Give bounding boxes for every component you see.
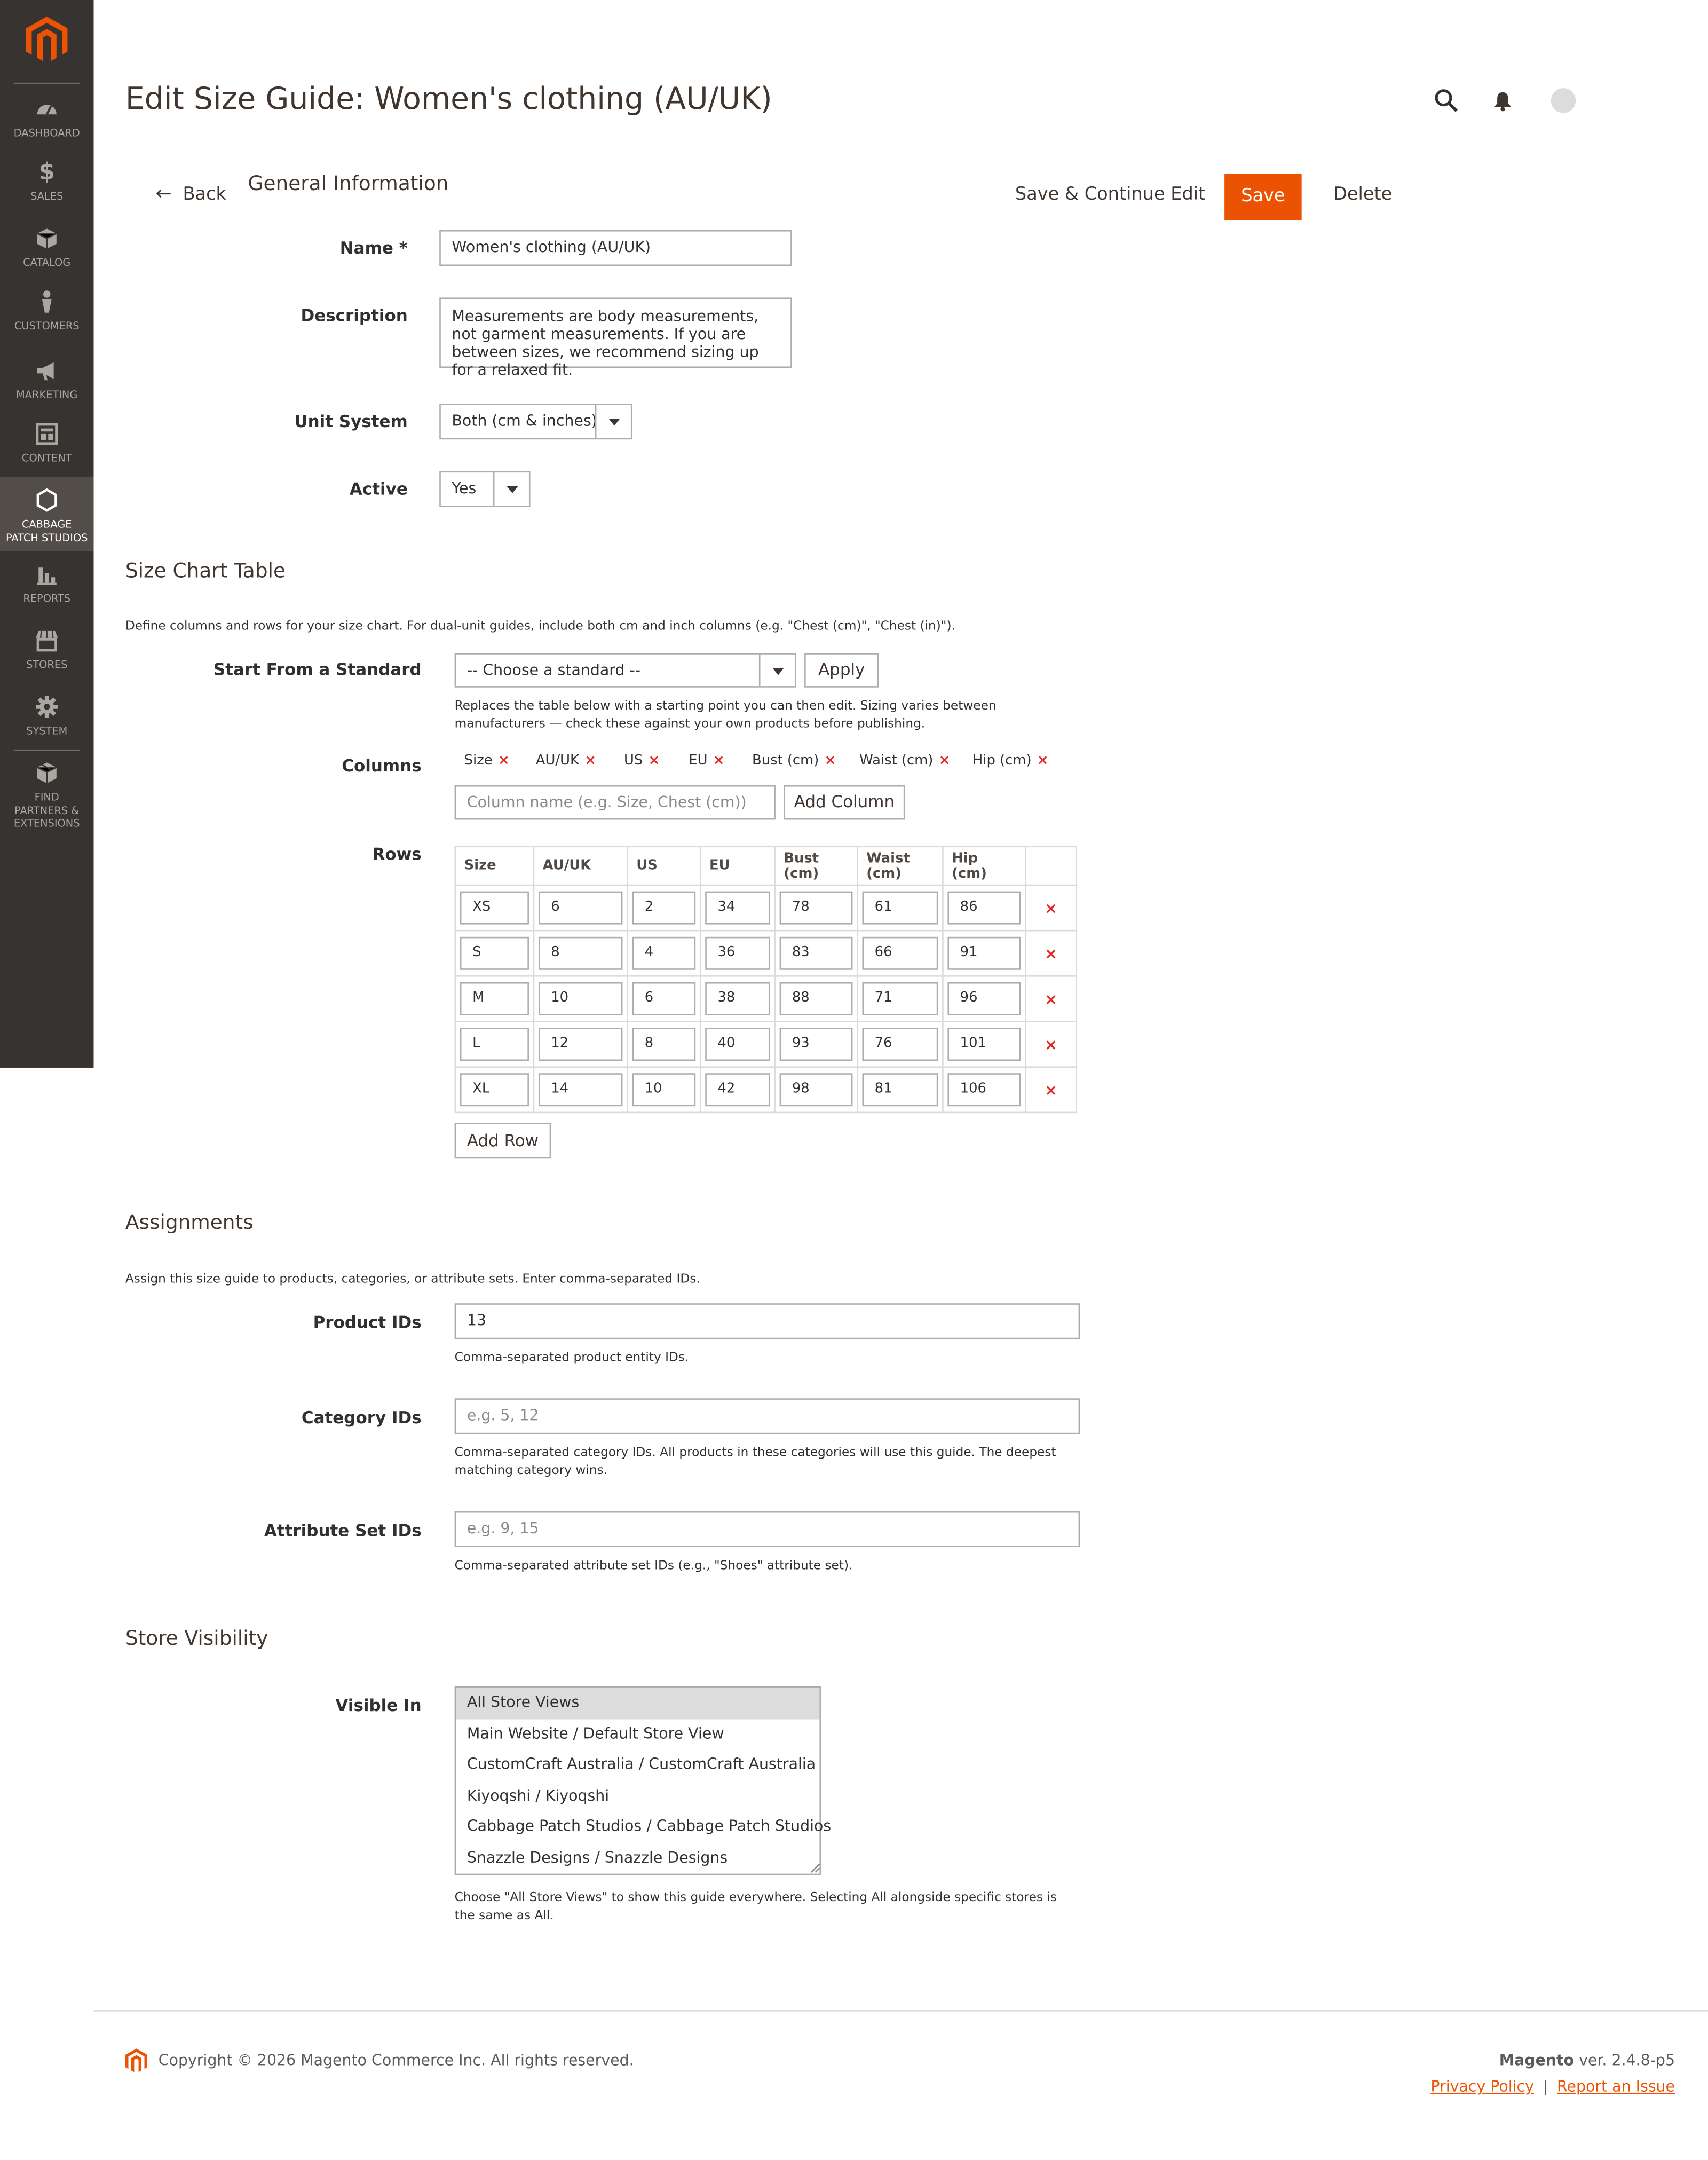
remove-column-icon[interactable]: ×: [584, 753, 596, 769]
resize-handle-icon[interactable]: [810, 1863, 821, 1874]
column-chip-label: Waist (cm): [859, 753, 934, 769]
add-row-button[interactable]: Add Row: [455, 1123, 551, 1158]
table-cell: [857, 1022, 943, 1067]
person-icon: [35, 289, 59, 314]
category-ids-label: Category IDs: [301, 1408, 422, 1428]
column-chip-label: EU: [689, 753, 708, 769]
footer-copyright: Copyright © 2026 Magento Commerce Inc. All rights reserved.: [158, 2051, 634, 2070]
table-cell: [857, 976, 943, 1021]
nav-dashboard[interactable]: [0, 97, 93, 157]
remove-column-icon[interactable]: ×: [938, 753, 951, 769]
remove-column-icon[interactable]: ×: [497, 753, 510, 769]
remove-row-icon[interactable]: ×: [1025, 1067, 1076, 1113]
cell-input[interactable]: 96: [947, 982, 1021, 1015]
table-cell: [943, 931, 1025, 976]
visible-in-multiselect[interactable]: [455, 1686, 832, 1875]
table-cell: [700, 885, 774, 931]
dashboard-icon: [35, 97, 59, 121]
table-column-header: US: [627, 847, 700, 885]
cell-input[interactable]: 81: [862, 1073, 938, 1106]
standard-select[interactable]: [455, 653, 796, 688]
table-cell: [534, 976, 627, 1021]
search-icon[interactable]: [1434, 88, 1458, 113]
page-title: Edit Size Guide: Women's clothing (AU/UK): [125, 82, 772, 117]
table-cell: [775, 976, 858, 1021]
cell-input[interactable]: 83: [780, 937, 853, 970]
table-row: [455, 1022, 1077, 1067]
magento-logo-icon[interactable]: [26, 17, 67, 64]
rows-label: Rows: [372, 844, 422, 864]
column-chip-label: US: [624, 753, 643, 769]
table-cell: [455, 1067, 534, 1113]
cell-input[interactable]: 86: [947, 892, 1021, 925]
table-cell: [775, 885, 858, 931]
bell-icon[interactable]: [1493, 91, 1512, 112]
column-chip-label: AU/UK: [535, 753, 579, 769]
table-cell: [455, 885, 534, 931]
remove-column-icon[interactable]: ×: [1037, 753, 1049, 769]
product-ids-label: Product IDs: [313, 1313, 422, 1333]
store-view-option[interactable]: Cabbage Patch Studios / Cabbage Patch Studios: [466, 1817, 832, 1835]
nav-cabbage-label-2: PATCH STUDIOS: [5, 531, 88, 544]
cell-input[interactable]: XL: [460, 1073, 529, 1106]
active-select[interactable]: [439, 471, 530, 507]
cell-input[interactable]: 38: [705, 982, 770, 1015]
table-column-header: Size: [455, 847, 534, 885]
nav-reports[interactable]: [0, 562, 93, 623]
standard-label: Start From a Standard: [213, 660, 422, 680]
category-ids-input[interactable]: e.g. 5, 12: [455, 1398, 1080, 1434]
unit-system-value: Both (cm & inches): [452, 412, 597, 430]
column-chip-label: Hip (cm): [972, 753, 1032, 769]
cell-input[interactable]: 78: [780, 892, 853, 925]
table-cell: [775, 1022, 858, 1067]
table-cell: [775, 931, 858, 976]
column-name-input[interactable]: Column name (e.g. Size, Chest (cm)): [455, 785, 776, 820]
attribute-set-ids-label: Attribute Set IDs: [264, 1520, 422, 1541]
footer-brand: Magento: [1499, 2051, 1575, 2070]
cell-input[interactable]: 93: [780, 1028, 853, 1061]
category-ids-note: Comma-separated category IDs. All products in these categories will use this guide. The deepest matching category wins.: [454, 1446, 1056, 1478]
active-label: Active: [349, 479, 408, 499]
nav-marketing-label: MARKETING: [16, 388, 78, 401]
cell-input[interactable]: 10: [539, 982, 622, 1015]
nav-catalog-label: CATALOG: [23, 256, 71, 269]
remove-column-icon[interactable]: ×: [824, 753, 836, 769]
size-chart-intro: Define columns and rows for your size chart. For dual-unit guides, include both cm and inch columns (e.g. "Chest (cm)", "Chest (in)").: [125, 620, 955, 634]
cell-input[interactable]: 34: [705, 892, 770, 925]
remove-row-icon[interactable]: ×: [1025, 885, 1076, 931]
table-row: [455, 976, 1077, 1021]
arrow-left-icon: ←: [155, 183, 172, 206]
table-cell: [627, 1067, 700, 1113]
cell-input[interactable]: 8: [632, 1028, 695, 1061]
dollar-icon: $: [38, 158, 56, 186]
standard-note: Replaces the table below with a starting point you can then edit. Sizing varies between manufacturers — check these against your own products before publishing.: [454, 699, 997, 732]
table-cell: [857, 931, 943, 976]
nav-catalog[interactable]: [0, 226, 93, 287]
store-view-option[interactable]: All Store Views: [456, 1688, 819, 1718]
attribute-set-ids-note: Comma-separated attribute set IDs (e.g., "Shoes" attribute set).: [454, 1559, 853, 1574]
table-cell: [534, 1067, 627, 1113]
save-button[interactable]: Save: [1224, 174, 1302, 220]
cell-input[interactable]: 61: [862, 892, 938, 925]
table-cell: [943, 885, 1025, 931]
megaphone-icon: [35, 358, 59, 383]
chevron-down-icon: [493, 472, 529, 506]
remove-row-icon[interactable]: ×: [1025, 976, 1076, 1021]
name-input[interactable]: Women's clothing (AU/UK): [439, 230, 792, 266]
nav-system-label: SYSTEM: [26, 724, 68, 737]
nav-find-partners[interactable]: [0, 760, 93, 838]
remove-row-icon[interactable]: ×: [1025, 931, 1076, 976]
cell-input[interactable]: 8: [539, 937, 622, 970]
footer-separator: |: [1543, 2077, 1548, 2096]
nav-separator: [14, 750, 80, 751]
table-cell: [627, 931, 700, 976]
product-ids-note: Comma-separated product entity IDs.: [454, 1351, 689, 1366]
cell-input[interactable]: 91: [947, 937, 1021, 970]
general-info-title: General Information: [248, 174, 449, 196]
nav-system[interactable]: [0, 695, 93, 755]
table-row: [455, 1067, 1077, 1113]
nav-find-label-3: EXTENSIONS: [13, 817, 80, 830]
cell-input[interactable]: 66: [862, 937, 938, 970]
cell-input[interactable]: 76: [862, 1028, 938, 1061]
visible-in-label: Visible In: [335, 1696, 422, 1715]
assignments-intro: Assign this size guide to products, categories, or attribute sets. Enter comma-separated IDs.: [125, 1273, 700, 1287]
nav-find-label-2: PARTNERS &: [14, 803, 80, 817]
standard-value: -- Choose a standard --: [466, 661, 641, 680]
table-header-row: [455, 847, 1077, 885]
table-cell: [700, 1022, 774, 1067]
privacy-policy-link[interactable]: Privacy Policy: [1430, 2077, 1534, 2096]
column-chip: [689, 754, 724, 769]
table-cell: [627, 885, 700, 931]
table-column-header: EU: [700, 847, 774, 885]
nav-sales-label: SALES: [30, 190, 64, 203]
table-row: [455, 931, 1077, 976]
name-label: Name *: [339, 238, 408, 258]
apply-button[interactable]: Apply: [804, 653, 879, 688]
table-cell: [700, 976, 774, 1021]
nav-content[interactable]: [0, 422, 93, 483]
delete-button[interactable]: Delete: [1333, 184, 1393, 206]
visible-in-note: Choose "All Store Views" to show this guide everywhere. Selecting All alongside specific stores is the same as All.: [454, 1891, 1057, 1923]
unit-system-select[interactable]: [439, 404, 632, 439]
magento-footer-logo-icon: [125, 2048, 147, 2073]
admin-sidebar: [0, 0, 93, 1068]
cell-input[interactable]: XS: [460, 892, 529, 925]
remove-column-icon[interactable]: ×: [713, 753, 725, 769]
hexagon-icon: [35, 488, 59, 513]
cell-input[interactable]: 12: [539, 1028, 622, 1061]
column-chip: [624, 754, 660, 769]
column-chip: [464, 754, 510, 769]
add-column-button[interactable]: Add Column: [784, 785, 905, 820]
cell-input[interactable]: 6: [539, 892, 622, 925]
nav-cabbage-label-1: CABBAGE: [22, 518, 72, 531]
chevron-down-icon: [595, 405, 631, 438]
cell-input[interactable]: M: [460, 982, 529, 1015]
bar-chart-icon: [35, 562, 59, 587]
unit-system-label: Unit System: [294, 412, 408, 431]
back-button[interactable]: [156, 183, 226, 205]
footer-version-text: ver. 2.4.8-p5: [1574, 2051, 1675, 2070]
remove-row-icon[interactable]: ×: [1025, 1022, 1076, 1067]
store-view-option[interactable]: Kiyoqshi / Kiyoqshi: [466, 1786, 610, 1804]
nav-stores[interactable]: [0, 628, 93, 689]
nav-sales[interactable]: [0, 160, 93, 220]
column-chip-label: Bust (cm): [752, 753, 819, 769]
report-issue-link[interactable]: Report an Issue: [1557, 2077, 1675, 2096]
table-cell: [455, 931, 534, 976]
cell-input[interactable]: 10: [632, 1073, 695, 1106]
save-continue-button[interactable]: Save & Continue Edit: [1015, 184, 1206, 206]
column-chip: [972, 754, 1049, 769]
table-cell: [627, 1022, 700, 1067]
cell-input[interactable]: 98: [780, 1073, 853, 1106]
active-value: Yes: [452, 479, 477, 498]
cube-icon: [35, 760, 59, 785]
table-column-header: Hip (cm): [943, 847, 1025, 885]
cell-input[interactable]: 6: [632, 982, 695, 1015]
table-cell: [943, 1067, 1025, 1113]
box-icon: [35, 226, 59, 250]
column-chip: [859, 754, 950, 769]
nav-dashboard-label: DASHBOARD: [13, 127, 80, 139]
store-view-option[interactable]: Main Website / Default Store View: [466, 1724, 724, 1743]
cell-input[interactable]: 101: [947, 1028, 1021, 1061]
table-column-header: Waist (cm): [857, 847, 943, 885]
nav-content-label: CONTENT: [21, 452, 72, 464]
table-cell: [534, 885, 627, 931]
table-cell: [534, 931, 627, 976]
gear-icon: [35, 695, 59, 719]
assignments-title: Assignments: [125, 1212, 254, 1235]
layout-icon: [35, 422, 59, 446]
cell-input[interactable]: 4: [632, 937, 695, 970]
footer-links: [1430, 2078, 1675, 2096]
avatar[interactable]: [1551, 88, 1576, 113]
column-chip-label: Size: [464, 753, 493, 769]
back-label: Back: [183, 184, 226, 206]
table-cell: [943, 1022, 1025, 1067]
table-cell: [455, 1022, 534, 1067]
size-chart-table: [455, 846, 1077, 1113]
table-cell: [455, 976, 534, 1021]
columns-label: Columns: [342, 756, 422, 776]
table-cell: [857, 885, 943, 931]
cell-input[interactable]: 40: [705, 1028, 770, 1061]
description-textarea[interactable]: Measurements are body measurements, not garment measurements. If you are between sizes, we recommend sizing up for a relaxed fit.: [439, 297, 792, 368]
table-cell: [700, 1067, 774, 1113]
nav-separator: [14, 83, 80, 84]
table-body: [455, 885, 1077, 1113]
table-cell: [534, 1022, 627, 1067]
table-column-header: Bust (cm): [775, 847, 858, 885]
table-cell: [775, 1067, 858, 1113]
store-view-option[interactable]: CustomCraft Australia / CustomCraft Australia: [466, 1755, 816, 1773]
cell-input[interactable]: 106: [947, 1073, 1021, 1106]
cell-input[interactable]: L: [460, 1028, 529, 1061]
nav-stores-label: STORES: [26, 658, 68, 671]
nav-reports-label: REPORTS: [23, 592, 71, 605]
nav-find-label-1: FIND: [34, 791, 59, 803]
store-visibility-title: Store Visibility: [125, 1628, 268, 1651]
description-label: Description: [301, 305, 408, 326]
size-chart-title: Size Chart Table: [125, 561, 286, 583]
table-cell: [943, 976, 1025, 1021]
column-chip: [752, 754, 836, 769]
storefront-icon: [35, 628, 59, 653]
attribute-set-ids-input[interactable]: e.g. 9, 15: [455, 1511, 1080, 1547]
cell-input[interactable]: 14: [539, 1073, 622, 1106]
table-cell: [857, 1067, 943, 1113]
remove-column-icon[interactable]: ×: [648, 753, 660, 769]
nav-customers[interactable]: [0, 289, 93, 350]
cell-input[interactable]: 2: [632, 892, 695, 925]
table-cell: [627, 976, 700, 1021]
product-ids-input[interactable]: 13: [455, 1303, 1080, 1339]
table-actions-header: [1025, 847, 1076, 885]
footer-version: [1499, 2052, 1675, 2070]
column-chip: [536, 754, 596, 769]
footer-divider: [93, 2010, 1707, 2012]
table-column-header: AU/UK: [534, 847, 627, 885]
nav-cabbage-patch-studios[interactable]: [0, 477, 93, 551]
nav-marketing[interactable]: [0, 358, 93, 419]
chevron-down-icon: [759, 655, 795, 686]
table-row: [455, 885, 1077, 931]
store-view-option[interactable]: Snazzle Designs / Snazzle Designs: [466, 1848, 728, 1866]
cell-input[interactable]: 36: [705, 937, 770, 970]
nav-customers-label: CUSTOMERS: [14, 319, 80, 332]
cell-input[interactable]: 88: [780, 982, 853, 1015]
cell-input[interactable]: S: [460, 937, 529, 970]
table-cell: [700, 931, 774, 976]
cell-input[interactable]: 71: [862, 982, 938, 1015]
cell-input[interactable]: 42: [705, 1073, 770, 1106]
